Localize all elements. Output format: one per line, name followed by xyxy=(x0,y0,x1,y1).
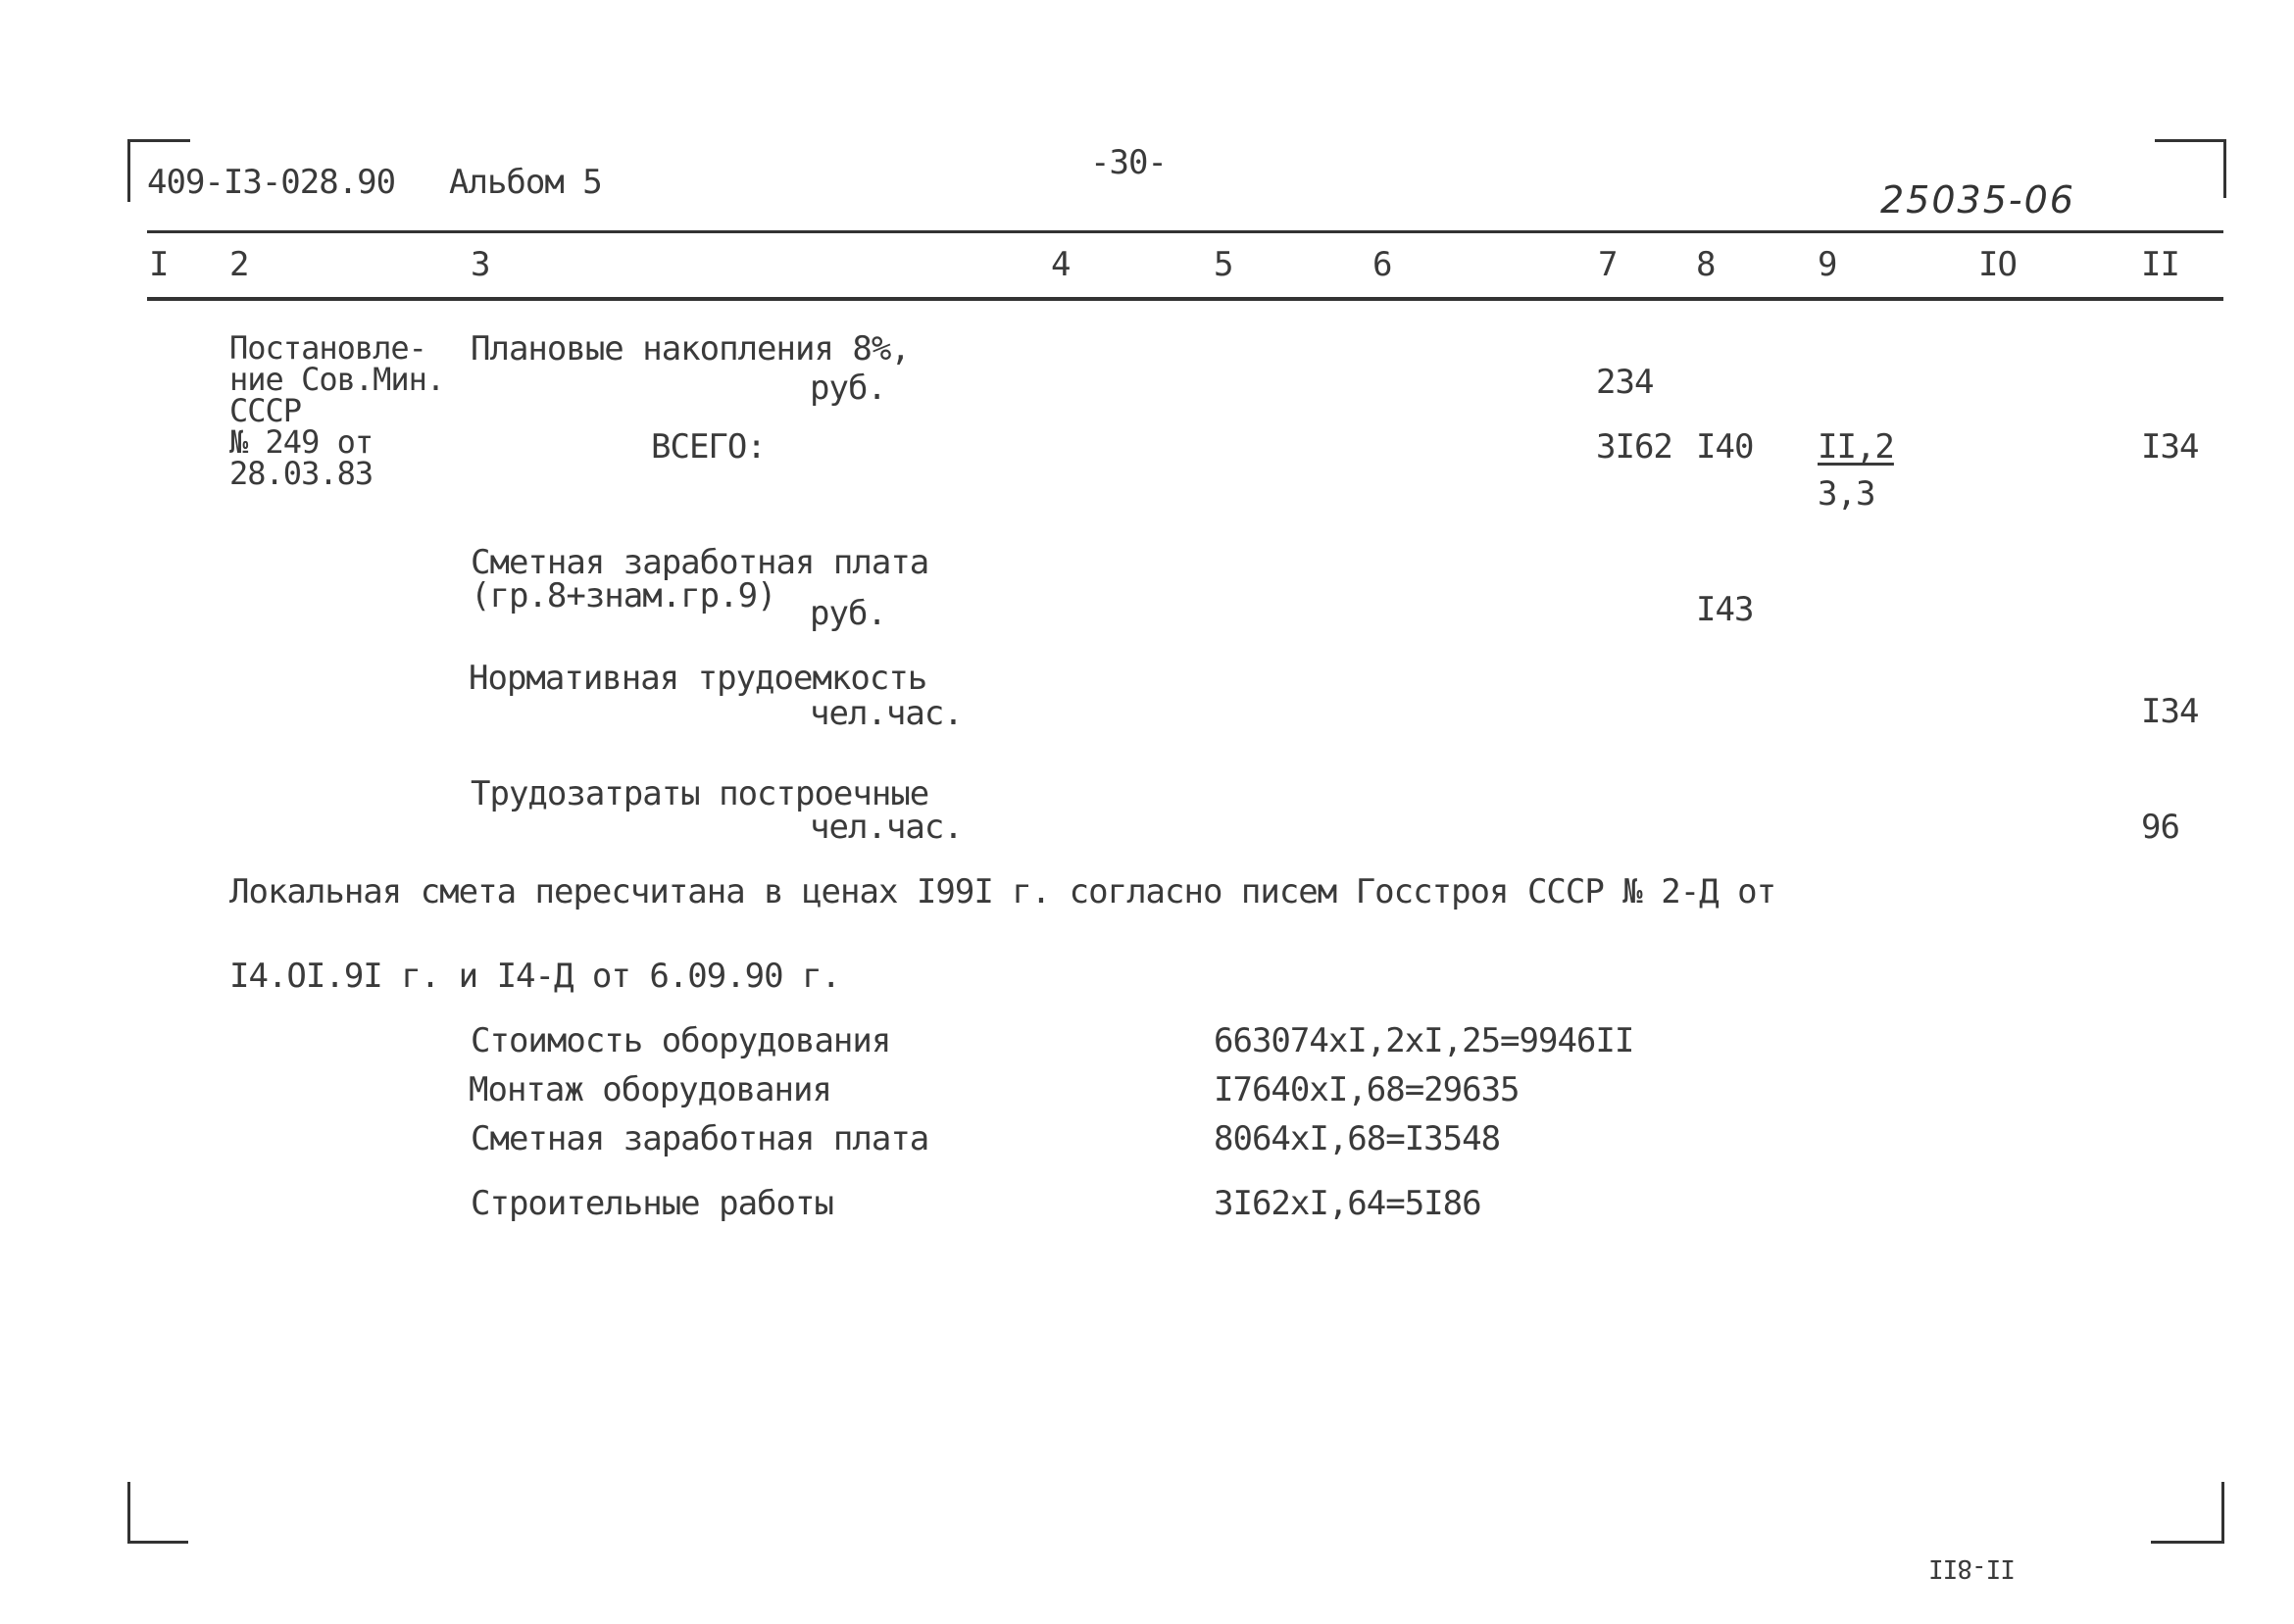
col-num-5: 5 xyxy=(1214,245,1233,284)
total-label: ВСЕГО: xyxy=(651,427,766,467)
recalc-formula-4: 3I62хI,64=5I86 xyxy=(1214,1184,1481,1223)
recalc-label-1: Стоимость оборудования xyxy=(471,1021,891,1060)
corner-bottom-right-v xyxy=(2221,1482,2224,1543)
header-rule-bottom xyxy=(147,297,2223,301)
basis-line-5: 28.03.83 xyxy=(229,455,374,492)
page-number: -30- xyxy=(1090,143,1167,182)
recalc-formula-1: 663074хI,2хI,25=9946II xyxy=(1214,1021,1634,1060)
basis-line-3: СССР xyxy=(229,392,302,429)
recalc-formula-3: 8064хI,68=I3548 xyxy=(1214,1119,1501,1158)
labor-norm-col11: I34 xyxy=(2141,692,2199,731)
corner-bottom-right-h xyxy=(2151,1541,2224,1544)
col-num-11: II xyxy=(2141,245,2179,284)
recalc-label-4: Строительные работы xyxy=(471,1184,833,1223)
footer-mark: II-8II xyxy=(1929,1553,2016,1583)
doc-code: 409-I3-028.90 xyxy=(147,163,396,202)
corner-top-left-h xyxy=(127,139,190,142)
col-num-4: 4 xyxy=(1051,245,1071,284)
labor-site-label: Трудозатраты построечные xyxy=(471,774,929,813)
corner-top-left-v xyxy=(127,139,130,202)
total-col8: I40 xyxy=(1696,427,1754,467)
total-col11: I34 xyxy=(2141,427,2199,467)
total-col9-numerator: II,2 xyxy=(1818,427,1894,467)
album-label: Альбом 5 xyxy=(449,163,602,202)
corner-bottom-left-h xyxy=(127,1541,188,1544)
basis-line-2: ние Сов.Мин. xyxy=(229,361,445,398)
wage-label-2: (гр.8+знам.гр.9) xyxy=(471,576,776,615)
col-num-7: 7 xyxy=(1598,245,1618,284)
labor-norm-unit: чел.час. xyxy=(810,694,963,733)
stamp-number: 25035-06 xyxy=(1880,178,2075,221)
wage-unit: руб. xyxy=(810,594,886,633)
planned-savings-label: Плановые накопления 8%, xyxy=(471,329,910,369)
col-num-1: I xyxy=(149,245,169,284)
labor-site-col11: 96 xyxy=(2141,808,2179,847)
labor-site-unit: чел.час. xyxy=(810,808,963,847)
recalc-label-3: Сметная заработная плата xyxy=(471,1119,929,1158)
planned-savings-col7: 234 xyxy=(1596,363,1654,402)
total-col9-denominator: 3,3 xyxy=(1818,474,1875,514)
col-num-8: 8 xyxy=(1696,245,1716,284)
labor-norm-label: Нормативная трудоемкость xyxy=(469,659,927,698)
recalc-formula-2: I7640хI,68=29635 xyxy=(1214,1070,1520,1109)
col-num-6: 6 xyxy=(1372,245,1392,284)
recalc-label-2: Монтаж оборудования xyxy=(469,1070,831,1109)
wage-label-1: Сметная заработная плата xyxy=(471,543,929,582)
header-rule-top xyxy=(147,230,2223,233)
basis-line-4: № 249 от xyxy=(229,423,374,461)
planned-savings-unit: руб. xyxy=(810,369,886,408)
col-num-10: IO xyxy=(1978,245,2017,284)
corner-bottom-left-v xyxy=(127,1482,130,1543)
wage-col8: I43 xyxy=(1696,590,1754,629)
note-line-1: Локальная смета пересчитана в ценах I99I г. согласно писем Госстроя СССР № 2-Д от xyxy=(229,872,1776,911)
corner-top-right-v xyxy=(2223,139,2226,198)
col-num-2: 2 xyxy=(229,245,249,284)
basis-line-1: Постановле- xyxy=(229,329,426,367)
col-num-3: 3 xyxy=(471,245,490,284)
note-line-2: I4.OI.9I г. и I4-Д от 6.09.90 г. xyxy=(229,957,841,996)
total-col7: 3I62 xyxy=(1596,427,1672,467)
corner-top-right-h xyxy=(2155,139,2225,142)
col-num-9: 9 xyxy=(1818,245,1837,284)
